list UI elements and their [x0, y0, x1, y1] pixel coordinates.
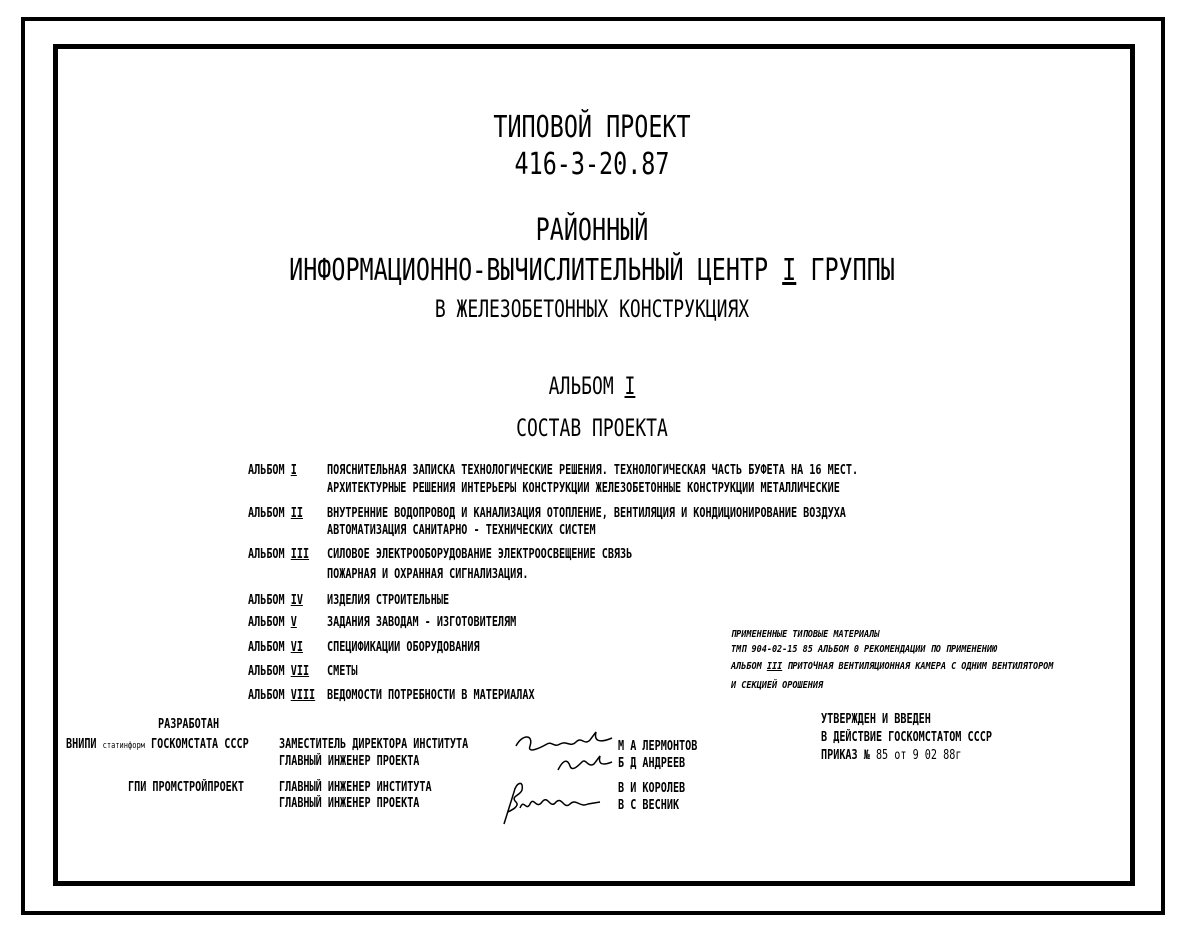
org2-name2: В С ВЕСНИК	[618, 798, 680, 813]
project-number: 416-3-20.87	[514, 147, 670, 182]
album-label: АЛЬБОМ VII	[248, 664, 310, 679]
developers-heading: РАЗРАБОТАН	[158, 717, 220, 732]
album-label: АЛЬБОМ V	[248, 615, 297, 630]
album-line: ЗАДАНИЯ ЗАВОДАМ - ИЗГОТОВИТЕЛЯМ	[327, 615, 517, 630]
approval-line2: В ДЕЙСТВИЕ ГОСКОМСТАТОМ СССР	[821, 730, 992, 745]
composition-heading: СОСТАВ ПРОЕКТА	[516, 414, 668, 442]
album-heading	[148, 374, 1036, 398]
org1-role1: ЗАМЕСТИТЕЛЬ ДИРЕКТОРА ИНСТИТУТА	[279, 737, 469, 752]
album-line: ВЕДОМОСТИ ПОТРЕБНОСТИ В МАТЕРИАЛАХ	[327, 688, 535, 703]
org2-role2: ГЛАВНЫЙ ИНЖЕНЕР ПРОЕКТА	[279, 796, 420, 811]
album-line: СИЛОВОЕ ЭЛЕКТРООБОРУДОВАНИЕ ЭЛЕКТРООСВЕЩЕНИЕ СВЯЗЬ	[327, 547, 633, 562]
album-line: АВТОМАТИЗАЦИЯ САНИТАРНО - ТЕХНИЧЕСКИХ СИСТЕМ	[327, 523, 596, 538]
org2: ГПИ ПРОМСТРОЙПРОЕКТ	[128, 780, 245, 795]
album-line: ПОЯСНИТЕЛЬНАЯ ЗАПИСКА ТЕХНОЛОГИЧЕСКИЕ РЕШЕНИЯ. ТЕХНОЛОГИЧЕСКАЯ ЧАСТЬ БУФЕТА НА 16 МЕСТ.	[327, 463, 859, 478]
org1-role2: ГЛАВНЫЙ ИНЖЕНЕР ПРОЕКТА	[279, 754, 420, 769]
applied-line3: И СЕКЦИЕЙ ОРОШЕНИЯ	[731, 680, 824, 691]
doc-type-title: ТИПОВОЙ ПРОЕКТ	[493, 110, 691, 145]
album-label: АЛЬБОМ VI	[248, 640, 303, 655]
group-word: ГРУППЫ	[810, 253, 895, 288]
applied-line1: ТМП 904-02-15 85 АЛЬБОМ 0 РЕКОМЕНДАЦИИ ПО ПРИМЕНЕНИЮ	[731, 644, 998, 655]
signature-korolev	[496, 772, 606, 828]
project-name-line2	[130, 253, 1054, 288]
album-line: АРХИТЕКТУРНЫЕ РЕШЕНИЯ ИНТЕРЬЕРЫ КОНСТРУКЦИИ ЖЕЛЕЗОБЕТОННЫЕ КОНСТРУКЦИИ МЕТАЛЛИЧЕСКИЕ	[327, 481, 840, 496]
album-heading-number: I	[624, 372, 636, 400]
album-line: ВНУТРЕННИЕ ВОДОПРОВОД И КАНАЛИЗАЦИЯ ОТОПЛЕНИЕ, ВЕНТИЛЯЦИЯ И КОНДИЦИОНИРОВАНИЕ ВОЗДУХА	[327, 506, 846, 521]
album-label: АЛЬБОМ II	[248, 506, 303, 521]
album-line: ИЗДЕЛИЯ СТРОИТЕЛЬНЫЕ	[327, 593, 450, 608]
group-number: I	[782, 253, 797, 288]
approval-line3: ПРИКАЗ № 85 от 9 02 88г	[821, 748, 962, 763]
signature-lermontov	[512, 726, 617, 776]
org1: ВНИПИ статинформ ГОСКОМСТАТА СССР	[66, 737, 249, 752]
album-label: АЛЬБОМ III	[248, 547, 310, 562]
project-name-line3: В ЖЕЛЕЗОБЕТОННЫХ КОНСТРУКЦИЯХ	[434, 295, 750, 323]
applied-heading: ПРИМЕНЕННЫЕ ТИПОВЫЕ МАТЕРИАЛЫ	[731, 629, 880, 640]
project-name-main: ИНФОРМАЦИОННО-ВЫЧИСЛИТЕЛЬНЫЙ ЦЕНТР	[289, 253, 769, 288]
album-label: АЛЬБОМ IV	[248, 593, 303, 608]
project-name-line1: РАЙОННЫЙ	[535, 213, 649, 248]
album-label: АЛЬБОМ VIII	[248, 688, 316, 703]
album-label: АЛЬБОМ I	[248, 463, 297, 478]
album-line: СПЕЦИФИКАЦИИ ОБОРУДОВАНИЯ	[327, 640, 480, 655]
applied-line2: АЛЬБОМ III ПРИТОЧНАЯ ВЕНТИЛЯЦИОННАЯ КАМЕРА С ОДНИМ ВЕНТИЛЯТОРОМ	[731, 661, 1054, 672]
album-heading-word: АЛЬБОМ	[548, 372, 614, 400]
org1-name2: Б Д АНДРЕЕВ	[618, 756, 686, 771]
album-line: СМЕТЫ	[327, 664, 358, 679]
org2-name1: В И КОРОЛЕВ	[618, 781, 686, 796]
org2-role1: ГЛАВНЫЙ ИНЖЕНЕР ИНСТИТУТА	[279, 780, 432, 795]
approval-line1: УТВЕРЖДЕН И ВВЕДЕН	[821, 712, 931, 727]
album-line: ПОЖАРНАЯ И ОХРАННАЯ СИГНАЛИЗАЦИЯ.	[327, 567, 529, 582]
org1-name1: М А ЛЕРМОНТОВ	[618, 739, 698, 754]
